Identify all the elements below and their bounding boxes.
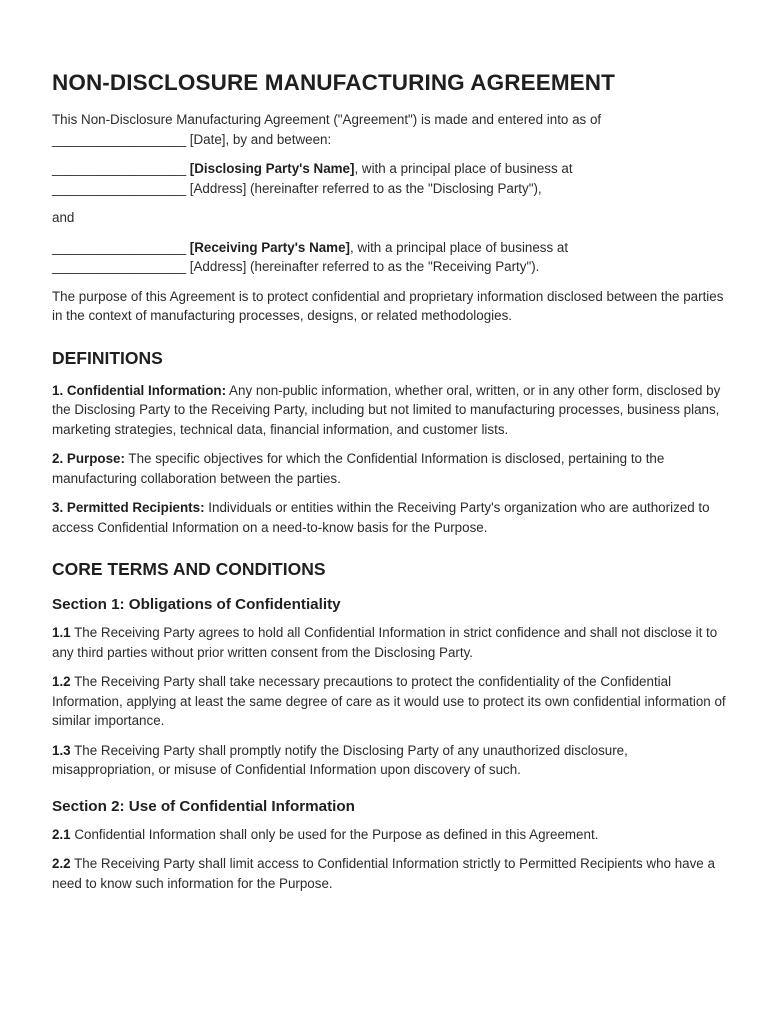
clause-text: The Receiving Party shall limit access to Confidential Information strictly to Permitted Recipients who have a need to know such information for the Purpose. xyxy=(52,856,715,891)
clause-number: 2.1 xyxy=(52,826,71,842)
definition-item xyxy=(52,498,730,537)
section-2-heading: Section 2: Use of Confidential Information xyxy=(52,797,355,815)
definition-term: 1. Confidential Information: xyxy=(52,382,227,398)
receiving-rest: , with a principal place of business at xyxy=(350,239,569,255)
clause-text: The Receiving Party shall take necessary precautions to protect the confidentiality of the Confidential Information, applying at least the same degree of care as it would use to protect its own confidential information of similar importance. xyxy=(52,674,726,728)
intro-paragraph xyxy=(52,110,730,149)
definition-item xyxy=(52,449,730,488)
definition-term: 2. Purpose: xyxy=(52,451,125,466)
clause-number: 2.2 xyxy=(52,856,71,871)
clause-text: The Receiving Party agrees to hold all Confidential Information in strict confidence and shall not disclose it to any third parties without prior written consent from the Disclosing Party. xyxy=(52,625,718,660)
definition-term: 3. Permitted Recipients: xyxy=(52,500,205,515)
definition-item xyxy=(52,381,730,440)
disclosing-blank: __________________ xyxy=(52,161,190,176)
disclosing-party-paragraph xyxy=(52,159,730,198)
document-title: NON-DISCLOSURE MANUFACTURING AGREEMENT xyxy=(52,70,615,95)
disclosing-rest: , with a principal place of business at xyxy=(354,161,573,176)
core-terms-heading: CORE TERMS AND CONDITIONS xyxy=(52,559,326,579)
intro-line-1: This Non-Disclosure Manufacturing Agreement ("Agreement") is made and entered into as of xyxy=(52,112,602,127)
disclosing-party-name: [Disclosing Party's Name] xyxy=(189,161,355,176)
clause-number: 1.3 xyxy=(52,742,71,758)
clause-text: Confidential Information shall only be used for the Purpose as defined in this Agreement. xyxy=(70,826,599,842)
intro-line-2: __________________ [Date], by and between: xyxy=(52,131,332,147)
receiving-blank: __________________ xyxy=(52,239,190,255)
receiving-party-name: [Receiving Party's Name] xyxy=(189,239,350,255)
purpose-paragraph: The purpose of this Agreement is to protect confidential and proprietary information disclosed between the parties in the context of manufacturing processes, designs, or related methodologies. xyxy=(52,288,724,323)
clause-number: 1.2 xyxy=(52,674,71,689)
clause-item xyxy=(52,854,730,893)
definition-text: Any non-public information, whether oral, written, or in any other form, disclosed by the Disclosing Party to the Receiving Party, including but not limited to manufacturing processes, business plans, marketing strategies, technical data, financial information, and customer lists. xyxy=(52,382,721,437)
clause-item xyxy=(52,672,730,731)
and-text: and xyxy=(52,210,75,225)
definition-text: Individuals or entities within the Receiving Party's organization who are authorized to access Confidential Information on a need-to-know basis for the Purpose. xyxy=(52,500,710,535)
clause-item xyxy=(52,623,730,662)
definitions-heading: DEFINITIONS xyxy=(52,347,163,368)
definition-text: The specific objectives for which the Confidential Information is disclosed, pertaining to the manufacturing collaboration between the parties. xyxy=(52,451,665,486)
receiving-party-paragraph xyxy=(52,238,730,277)
clause-item xyxy=(52,741,730,780)
clause-text: The Receiving Party shall promptly notify the Disclosing Party of any unauthorized disclosure, misappropriation, or misuse of Confidential Information upon discovery of such. xyxy=(52,742,628,777)
receiving-address-line: __________________ [Address] (hereinafter referred to as the "Receiving Party"). xyxy=(52,259,540,274)
clause-number: 1.1 xyxy=(52,625,71,640)
disclosing-address-line: __________________ [Address] (hereinafter referred to as the "Disclosing Party"), xyxy=(52,180,542,196)
clause-item xyxy=(52,825,730,845)
section-1-heading: Section 1: Obligations of Confidentiality xyxy=(52,596,341,613)
